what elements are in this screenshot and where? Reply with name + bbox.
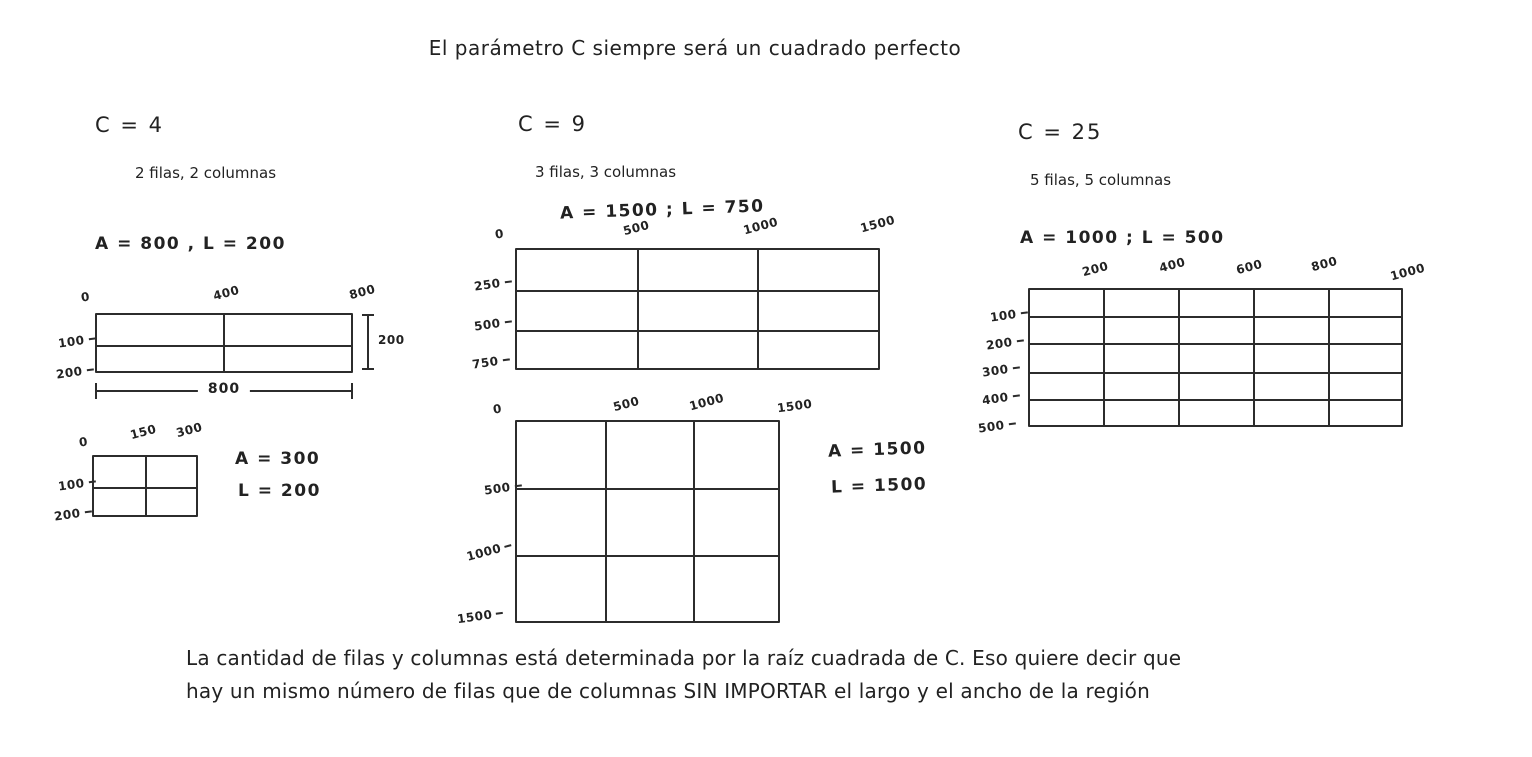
grid-line-horizontal	[517, 488, 778, 490]
y-tick: 100	[989, 305, 1028, 324]
grid-c25-1000x500	[977, 253, 1427, 436]
grid4-area-label: A = 1500	[827, 438, 927, 462]
page-title: El parámetro C siempre será un cuadrado perfecto	[428, 36, 962, 60]
grid-border	[1028, 288, 1403, 427]
x-tick: 150	[128, 421, 158, 443]
x-tick: 1000	[687, 390, 726, 414]
x-tick: 0	[492, 401, 503, 417]
x-tick: 0	[78, 434, 89, 450]
section-c4-param-label: C = 4	[95, 113, 164, 137]
grid1-area-length-label: A = 800 , L = 200	[95, 234, 286, 254]
footer-note-line2: hay un mismo número de filas que de columnas SIN IMPORTAR el largo y el ancho de la región	[186, 679, 1150, 703]
x-tick: 500	[621, 217, 651, 239]
x-tick: 500	[611, 393, 641, 415]
grid-line-horizontal	[517, 555, 778, 557]
grid-line-vertical	[1103, 290, 1105, 425]
x-tick: 1500	[776, 396, 814, 416]
x-tick: 0	[80, 289, 91, 305]
y-tick: 100	[57, 331, 96, 350]
footer-note-line1: La cantidad de filas y columnas está determinada por la raíz cuadrada de C. Eso quiere decir que	[186, 646, 1182, 670]
section-c9-param-label: C = 9	[518, 112, 587, 136]
y-tick: 100	[57, 474, 96, 493]
grid-line-horizontal	[94, 487, 196, 489]
grid3-area-length-label: A = 1500 ; L = 750	[559, 196, 765, 224]
y-tick: 1500	[456, 606, 504, 626]
grid-line-horizontal	[1030, 399, 1401, 401]
grid5-area-length-label: A = 1000 ; L = 500	[1020, 228, 1225, 248]
grid-line-horizontal	[517, 290, 878, 292]
x-tick: 400	[211, 282, 241, 304]
section-c9-dims-label: 3 filas, 3 columnas	[535, 163, 677, 181]
x-tick: 1500	[858, 212, 897, 236]
y-tick: 750	[471, 352, 510, 371]
y-tick: 1000	[465, 538, 513, 564]
x-tick: 200	[1080, 258, 1110, 280]
grid-line-vertical	[223, 315, 225, 371]
grid-c4-300x200	[53, 419, 321, 524]
y-tick: 200	[53, 504, 92, 523]
grid-line-vertical	[1178, 290, 1180, 425]
x-tick: 400	[1157, 254, 1187, 276]
y-tick: 500	[473, 314, 512, 333]
grid-line-vertical	[757, 250, 759, 368]
grid-line-vertical	[1253, 290, 1255, 425]
y-tick: 500	[977, 416, 1016, 435]
grid-c9-1500x1500	[456, 390, 928, 627]
grid-line-vertical	[637, 250, 639, 368]
y-tick: 200	[985, 333, 1024, 352]
grid4-length-label: L = 1500	[830, 474, 928, 498]
grid2-area-label: A = 300	[235, 449, 321, 469]
grid-c9-1500x750	[471, 212, 897, 372]
x-tick: 600	[1234, 256, 1264, 278]
x-tick: 800	[347, 281, 377, 303]
grid-border	[515, 248, 880, 370]
height-dimension-cap-bottom	[362, 368, 374, 370]
grid-line-vertical	[605, 422, 607, 621]
grid-line-vertical	[1328, 290, 1330, 425]
x-tick: 1000	[1388, 260, 1427, 284]
y-tick: 500	[483, 478, 522, 497]
y-tick: 400	[981, 388, 1020, 407]
grid2-length-label: L = 200	[238, 481, 321, 501]
grid-line-vertical	[693, 422, 695, 621]
grid-border	[95, 313, 353, 373]
grid-line-horizontal	[1030, 372, 1401, 374]
grid-line-horizontal	[1030, 343, 1401, 345]
y-tick: 300	[981, 360, 1020, 379]
section-c25-param-label: C = 25	[1018, 120, 1103, 144]
x-tick: 0	[494, 226, 505, 242]
grid-line-horizontal	[517, 330, 878, 332]
grid-border	[92, 455, 198, 517]
section-c4-dims-label: 2 filas, 2 columnas	[135, 164, 277, 182]
grid-line-vertical	[145, 457, 147, 515]
height-dimension-stem	[367, 314, 369, 370]
grid-line-horizontal	[1030, 316, 1401, 318]
width-dimension-cap-right	[351, 383, 353, 399]
width-dimension-label: 800	[198, 381, 250, 397]
x-tick: 300	[174, 419, 204, 441]
y-tick: 250	[473, 274, 512, 293]
grid-line-horizontal	[97, 345, 351, 347]
height-dimension-label: 200	[378, 333, 405, 347]
grid-c4-800x200	[55, 281, 405, 397]
y-tick: 200	[55, 362, 94, 381]
x-tick: 1000	[741, 214, 780, 238]
x-tick: 800	[1309, 253, 1339, 275]
grid-border	[515, 420, 780, 623]
section-c25-dims-label: 5 filas, 5 columnas	[1030, 171, 1172, 189]
